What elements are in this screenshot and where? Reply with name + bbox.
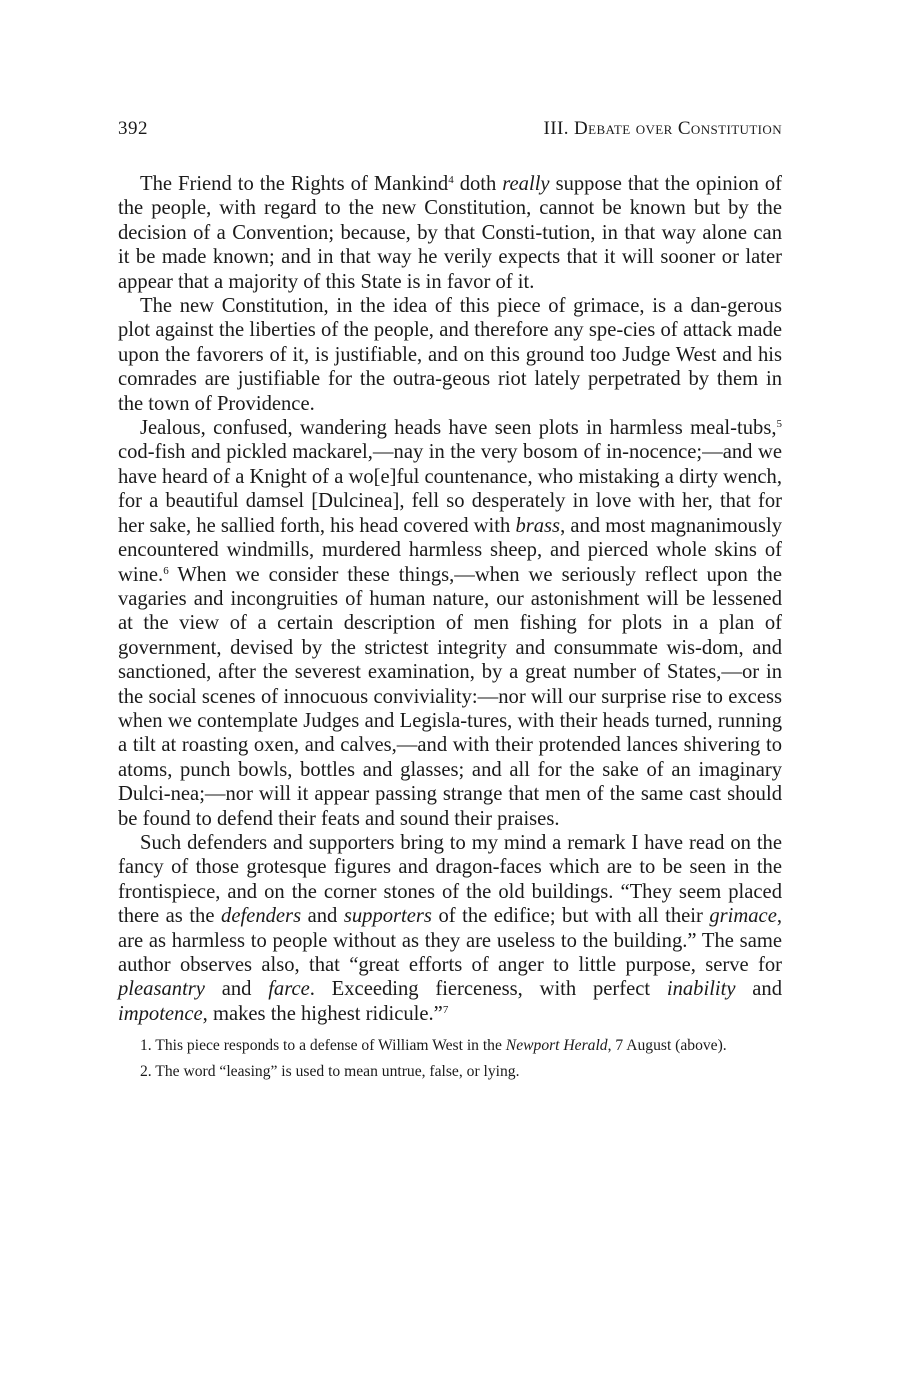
footnotes [118, 1036, 782, 1081]
footnote-2: 2. The word “leasing” is used to mean untrue, false, or lying. [140, 1062, 520, 1080]
running-head [118, 118, 782, 152]
footnote-ref-5: 5 [776, 418, 782, 431]
footnote-ref-6: 6 [163, 564, 169, 577]
footnote-ref-4: 4 [448, 174, 454, 186]
paragraph-3: Jealous, confused, wandering heads have seen plots in harmless meal-tubs,$^5$ cod-fish and pickled mackarel,—nay in the very bosom of in-nocence;—and we have heard of a Knight of a wo[e]ful countenance, who mistaking a dirty wench, for a beautiful damsel [Dulcinea], fell so desperately in love with her, that for her sake, he sallied forth, his head covered with brass, and most magnanimously encountered windmills, murdered harmless sheep, and pierced whole skins of wine.$^6$ When we consider these things,—when we seriously reflect upon the vagaries and incongruities of human nature, our astonishment will be lessened at the view of a certain description of men fishing for plots in a plan of government, devised by the strictest integrity and consummate wis-dom, and sanctioned, after the severest examination, by a great number of States,—or in the social scenes of innocuous conviviality:—nor will our surprise rise to excess when we contemplate Judges and Legisla-tures, with their heads turned, running a tilt at roasting oxen, and calves,—and with their protended lances shivering to atoms, punch bowls, bottles and glasses; and all for the sake of an imaginary Dulci-nea;—nor will it appear passing strange that men of the same cast should be found to defend their feats and sound their praises. [118, 417, 783, 830]
section-title: III. Debate over Constitution [543, 118, 782, 139]
document-page [118, 118, 782, 1081]
page-number: 392 [118, 118, 148, 139]
footnote-ref-7: 7 [442, 1003, 449, 1016]
paragraph-1: The Friend to the Rights of Mankind$^4$ doth really suppose that the opinion of the people, with regard to the new Constitution, cannot be known but by the decision of a Convention; because, by that Consti-tution, in that way alone can it be made known; and in that way he verily expects that it will sooner or later appear that a majority of this State is in favor of it. [118, 173, 782, 293]
footnote-1: 1. This piece responds to a defense of William West in the Newport Herald, 7 August (above). [140, 1037, 727, 1055]
paragraph-2: The new Constitution, in the idea of this piece of grimace, is a dan-gerous plot against the liberties of the people, and therefore any spe-cies of attack made upon the favorers of it, is justifiable, and on this ground too Judge West and his comrades are justifiable for the outra-geous riot lately perpetrated by them in the town of Providence. [118, 295, 782, 415]
paragraph-4: Such defenders and supporters bring to my mind a remark I have read on the fancy of those grotesque figures and dragon-faces which are to be seen in the frontispiece, and on the corner stones of the old buildings. “They seem placed there as the defenders and supporters of the edifice; but with all their grimace, are as harmless to people without as they are useless to the building.” The same author observes also, that “great efforts of anger to little purpose, serve for pleasantry and farce. Exceeding fierceness, with perfect inability and impotence, makes the highest ridicule.”$^7$ [118, 831, 782, 1025]
body-text [118, 172, 782, 1026]
